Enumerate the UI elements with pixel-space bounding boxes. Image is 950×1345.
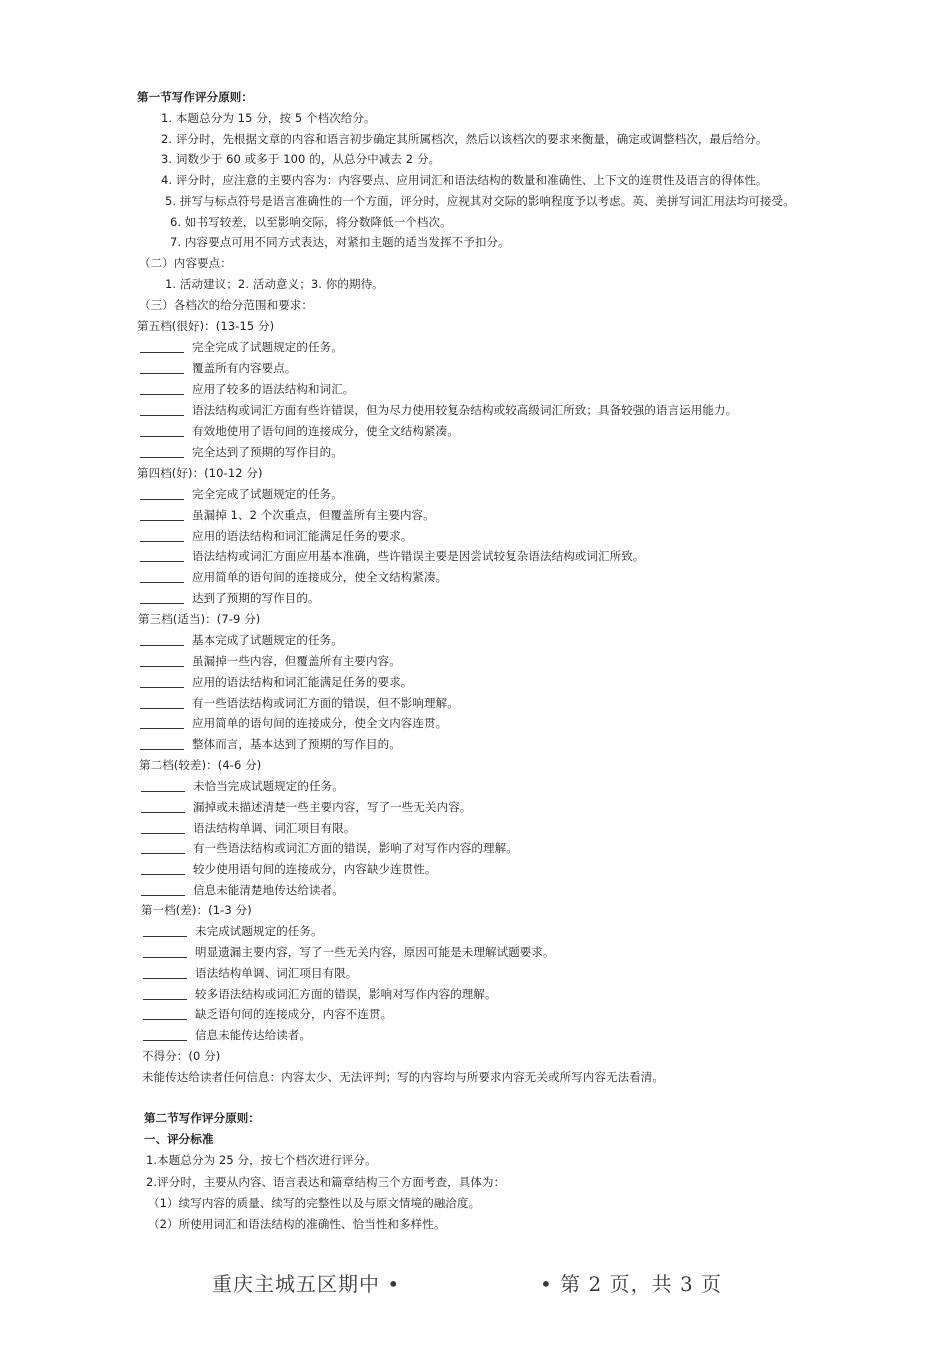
grade-3-item — [140, 653, 401, 669]
answer-blank — [143, 989, 187, 1000]
grade-2-item — [141, 820, 355, 836]
answer-blank — [140, 531, 184, 542]
grade-1-item — [143, 923, 323, 939]
answer-blank — [140, 426, 184, 437]
grade-4-item — [140, 590, 320, 606]
grade-item-text: 完全完成了试题规定的任务。 — [192, 487, 343, 501]
grade-1-item — [143, 965, 357, 981]
grade-4-item — [140, 569, 447, 585]
rule-2: 2. 评分时，先根据文章的内容和语言初步确定其所属档次，然后以该档次的要求来衡量，确定或调整档次，最后给分。 — [161, 132, 768, 146]
grade-5-item — [140, 402, 737, 418]
grade-item-text: 整体而言，基本达到了预期的写作目的。 — [192, 737, 401, 751]
answer-blank — [140, 510, 184, 521]
grade-4-title: 第四档(好)：(10-12 分) — [137, 466, 263, 480]
section2-line-3: （1）续写内容的质量、续写的完整性以及与原文情境的融洽度。 — [148, 1196, 481, 1210]
rule-4: 4. 评分时，应注意的主要内容为：内容要点、应用词汇和语法结构的数量和准确性、上下文的连贯性及语言的得体性。 — [161, 173, 768, 187]
grade-3-title: 第三档(适当)：(7-9 分) — [138, 612, 261, 626]
grade-1-item — [143, 1027, 311, 1043]
answer-blank — [143, 968, 187, 979]
grade-item-text: 完全达到了预期的写作目的。 — [192, 445, 343, 459]
grade-item-text: 明显遗漏主要内容，写了一些无关内容，原因可能是未理解试题要求。 — [195, 945, 555, 959]
grade-3-item — [140, 674, 412, 690]
answer-blank — [140, 635, 184, 646]
grade-item-text: 未恰当完成试题规定的任务。 — [193, 779, 344, 793]
grade-2-title: 第二档(较差)：(4-6 分) — [139, 758, 262, 772]
rule-3: 3. 词数少于 60 或多于 100 的，从总分中减去 2 分。 — [161, 152, 441, 166]
grade-item-text: 覆盖所有内容要点。 — [192, 361, 297, 375]
grade-item-text: 漏掉或未描述清楚一些主要内容，写了一些无关内容。 — [193, 800, 472, 814]
answer-blank — [141, 823, 185, 834]
grade-item-text: 缺乏语句间的连接成分，内容不连贯。 — [195, 1007, 393, 1021]
grade-2-item — [141, 778, 344, 794]
answer-blank — [140, 656, 184, 667]
grade-5-item — [140, 444, 343, 460]
answer-blank — [140, 342, 184, 353]
grade-2-item — [141, 840, 518, 856]
answer-blank — [143, 1009, 187, 1020]
answer-blank — [141, 885, 185, 896]
answer-blank — [140, 551, 184, 562]
grade-2-item — [141, 882, 344, 898]
answer-blank — [140, 698, 184, 709]
answer-blank — [140, 447, 184, 458]
grade-1-item — [143, 1006, 392, 1022]
section2-subheading: 一、评分标准 — [144, 1132, 214, 1146]
zero-score-title: 不得分：(0 分) — [142, 1049, 221, 1063]
answer-blank — [141, 802, 185, 813]
grade-5-item — [140, 381, 354, 397]
answer-blank — [140, 405, 184, 416]
answer-blank — [140, 739, 184, 750]
answer-blank — [140, 572, 184, 583]
grade-item-text: 应用的语法结构和词汇能满足任务的要求。 — [192, 675, 413, 689]
content-points-heading: （二）内容要点： — [139, 256, 232, 270]
grade-item-text: 较少使用语句间的连接成分，内容缺少连贯性。 — [193, 862, 437, 876]
grade-item-text: 应用简单的语句间的连接成分，使全文内容连贯。 — [192, 716, 448, 730]
section2-line-1: 1.本题总分为 25 分，按七个档次进行评分。 — [146, 1153, 377, 1167]
answer-blank — [140, 718, 184, 729]
answer-blank — [140, 489, 184, 500]
grade-item-text: 语法结构或词汇方面有些许错误，但为尽力使用较复杂结构或较高级词汇所致；具备较强的语言运用能力。 — [192, 403, 738, 417]
grade-item-text: 信息未能清楚地传达给读者。 — [193, 883, 344, 897]
grade-item-text: 应用的语法结构和词汇能满足任务的要求。 — [192, 529, 413, 543]
content-points: 1. 活动建议；2. 活动意义；3. 你的期待。 — [165, 277, 384, 291]
grade-item-text: 语法结构或词汇方面应用基本准确，些许错误主要是因尝试较复杂语法结构或词汇所致。 — [192, 549, 645, 563]
grade-3-item — [140, 695, 459, 711]
grade-3-item — [140, 715, 447, 731]
grade-4-item — [140, 486, 343, 502]
footer-exam-name: 重庆主城五区期中 • — [212, 1272, 401, 1296]
section2-line-4: （2）所使用词汇和语法结构的准确性、恰当性和多样性。 — [148, 1217, 446, 1231]
grade-1-title: 第一档(差)：(1-3 分) — [141, 903, 252, 917]
grade-3-item — [140, 632, 343, 648]
grade-5-item — [140, 423, 459, 439]
grade-5-item — [140, 360, 296, 376]
rule-1: 1. 本题总分为 15 分，按 5 个档次给分。 — [161, 111, 376, 125]
answer-blank — [141, 781, 185, 792]
section2-line-2: 2.评分时，主要从内容、语言表达和篇章结构三个方面考查，具体为： — [146, 1175, 506, 1189]
answer-blank — [140, 363, 184, 374]
rule-6: 6. 如书写较差，以至影响交际，将分数降低一个档次。 — [170, 215, 452, 229]
grade-item-text: 虽漏掉一些内容，但覆盖所有主要内容。 — [192, 654, 401, 668]
answer-blank — [143, 947, 187, 958]
grade-item-text: 未完成试题规定的任务。 — [195, 924, 323, 938]
grade-5-item — [140, 339, 343, 355]
grade-item-text: 较多语法结构或词汇方面的错误，影响对写作内容的理解。 — [195, 987, 497, 1001]
answer-blank — [140, 677, 184, 688]
answer-blank — [143, 926, 187, 937]
grade-item-text: 语法结构单调、词汇项目有限。 — [193, 821, 356, 835]
grade-item-text: 有一些语法结构或词汇方面的错误，影响了对写作内容的理解。 — [193, 841, 518, 855]
grade-item-text: 达到了预期的写作目的。 — [192, 591, 320, 605]
rule-5: 5. 拼写与标点符号是语言准确性的一个方面，评分时，应视其对交际的影响程度予以考虑。英、美拼写词汇用法均可接受。 — [165, 194, 795, 208]
grade-4-item — [140, 507, 435, 523]
zero-score-description: 未能传达给读者任何信息：内容太少、无法评判；写的内容均与所要求内容无关或所写内容无法看清。 — [142, 1070, 664, 1084]
grade-4-item — [140, 548, 644, 564]
section1-heading: 第一节写作评分原则： — [137, 90, 253, 104]
grade-3-item — [140, 736, 401, 752]
answer-blank — [140, 593, 184, 604]
grade-4-item — [140, 528, 412, 544]
grade-1-item — [143, 944, 555, 960]
answer-blank — [140, 384, 184, 395]
grade-item-text: 完全完成了试题规定的任务。 — [192, 340, 343, 354]
grade-item-text: 有效地使用了语句间的连接成分，使全文结构紧凑。 — [192, 424, 459, 438]
answer-blank — [141, 864, 185, 875]
grade-item-text: 应用简单的语句间的连接成分，使全文结构紧凑。 — [192, 570, 448, 584]
grade-item-text: 语法结构单调、词汇项目有限。 — [195, 966, 358, 980]
grade-item-text: 应用了较多的语法结构和词汇。 — [192, 382, 355, 396]
section2-heading: 第二节写作评分原则： — [144, 1111, 260, 1125]
grade-2-item — [141, 861, 437, 877]
grade-item-text: 信息未能传达给读者。 — [195, 1028, 311, 1042]
grade-item-text: 虽漏掉 1、2 个次重点，但覆盖所有主要内容。 — [192, 508, 435, 522]
grade-item-text: 有一些语法结构或词汇方面的错误，但不影响理解。 — [192, 696, 459, 710]
grade-5-title: 第五档(很好)：(13-15 分) — [137, 319, 275, 333]
grades-heading: （三）各档次的给分范围和要求： — [139, 298, 313, 312]
grade-item-text: 基本完成了试题规定的任务。 — [192, 633, 343, 647]
grade-1-item — [143, 986, 497, 1002]
footer-page-number: • 第 2 页，共 3 页 — [540, 1272, 723, 1296]
grade-2-item — [141, 799, 471, 815]
answer-blank — [141, 843, 185, 854]
rule-7: 7. 内容要点可用不同方式表达，对紧扣主题的适当发挥不予扣分。 — [170, 235, 510, 249]
answer-blank — [143, 1030, 187, 1041]
